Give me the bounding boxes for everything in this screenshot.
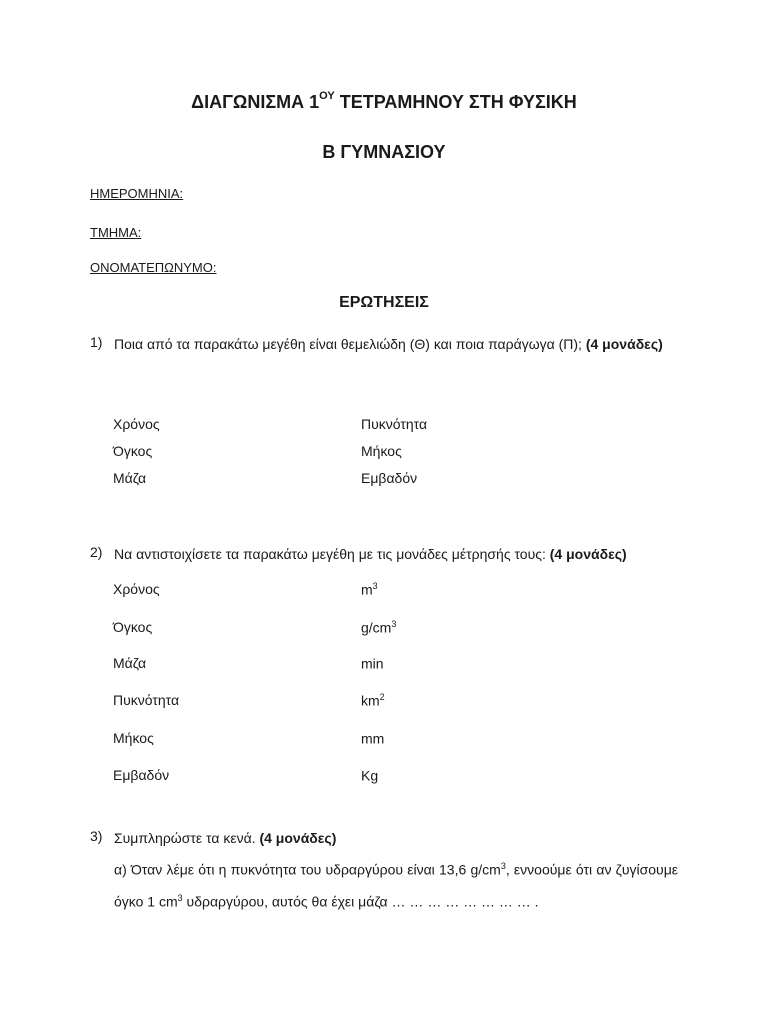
question-1-points: (4 μονάδες)	[585, 336, 663, 352]
q2-unit: $m^3$	[361, 581, 378, 598]
question-2-number: 2)	[90, 544, 103, 560]
question-3-points: (4 μονάδες)	[259, 830, 337, 846]
question-1-text	[114, 330, 678, 358]
q2-quantity: Μήκος	[113, 730, 154, 746]
q2-row	[113, 730, 633, 750]
exam-subtitle-text: Β ΓΥΜΝΑΣΙΟΥ	[322, 142, 446, 162]
q1-right-item: Πυκνότητα	[361, 416, 428, 432]
question-3-text	[114, 824, 678, 915]
q1-right-item: Μήκος	[361, 443, 402, 459]
question-3a-part1: α) Όταν λέμε ότι η πυκνότητα του υδραργύρου είναι 13,6 g/cm	[114, 861, 501, 878]
q1-left-item: Χρόνος	[113, 416, 160, 432]
question-1	[90, 330, 678, 358]
q1-left-item: Όγκος	[113, 443, 153, 459]
question-3-number: 3)	[90, 828, 103, 844]
class-field-label: ΤΜΗΜΑ:	[90, 225, 142, 240]
question-2-points: (4 μονάδες)	[549, 546, 627, 562]
q2-row	[113, 619, 633, 639]
q2-quantity: Εμβαδόν	[113, 767, 170, 783]
q1-row	[113, 443, 633, 463]
exam-title	[0, 92, 768, 113]
section-title: ΕΡΩΤΗΣΕΙΣ	[339, 294, 429, 311]
exam-subtitle	[0, 142, 768, 163]
q2-unit: mm	[361, 730, 385, 747]
q2-unit: min	[361, 655, 384, 672]
question-3-prompt: Συμπληρώστε τα κενά.	[114, 830, 260, 846]
q2-quantity: Χρόνος	[113, 581, 160, 597]
q1-row	[113, 470, 633, 490]
q2-row	[113, 692, 633, 712]
question-3a-sup1: 3	[500, 861, 506, 871]
name-field-label: ΟΝΟΜΑΤΕΠΩΝΥΜΟ:	[90, 260, 217, 275]
q2-row	[113, 655, 633, 675]
exam-title-suffix: ΤΕΤΡΑΜΗΝΟΥ ΣΤΗ ΦΥΣΙΚΗ	[334, 92, 577, 112]
exam-title-sup: ΟΥ	[319, 90, 335, 102]
q2-row	[113, 581, 633, 601]
exam-title-prefix: ΔΙΑΓΩΝΙΣΜΑ 1	[191, 92, 320, 112]
q2-unit: $g/cm^3$	[361, 619, 397, 636]
q1-left-item: Μάζα	[113, 470, 147, 486]
question-3a-part2: , εννοούμε ότι αν ζυγίσουμε όγκο 1 cm	[114, 861, 678, 910]
question-2	[90, 540, 678, 568]
q1-row	[113, 416, 633, 436]
question-3a-part3: υδραργύρου, αυτός θα έχει μάζα … … … … … … … … .	[182, 893, 539, 910]
q2-row	[113, 767, 633, 787]
q2-quantity: Όγκος	[113, 619, 153, 635]
date-field-label: ΗΜΕΡΟΜΗΝΙΑ:	[90, 186, 184, 201]
q2-quantity: Πυκνότητα	[113, 692, 180, 708]
q2-unit: Kg	[361, 767, 379, 784]
question-3a-sup2: 3	[177, 892, 183, 903]
question-1-number: 1)	[90, 334, 103, 350]
question-1-prompt: Ποια από τα παρακάτω μεγέθη είναι θεμελιώδη (Θ) και ποια παράγωγα (Π);	[114, 336, 586, 352]
question-2-text	[114, 540, 678, 568]
question-2-prompt: Να αντιστοιχίσετε τα παρακάτω μεγέθη με τις μονάδες μέτρησής τους:	[114, 546, 550, 562]
question-3	[90, 824, 678, 915]
q2-unit: $km^2$	[361, 692, 385, 709]
q1-right-item: Εμβαδόν	[361, 470, 418, 486]
q2-quantity: Μάζα	[113, 655, 147, 671]
